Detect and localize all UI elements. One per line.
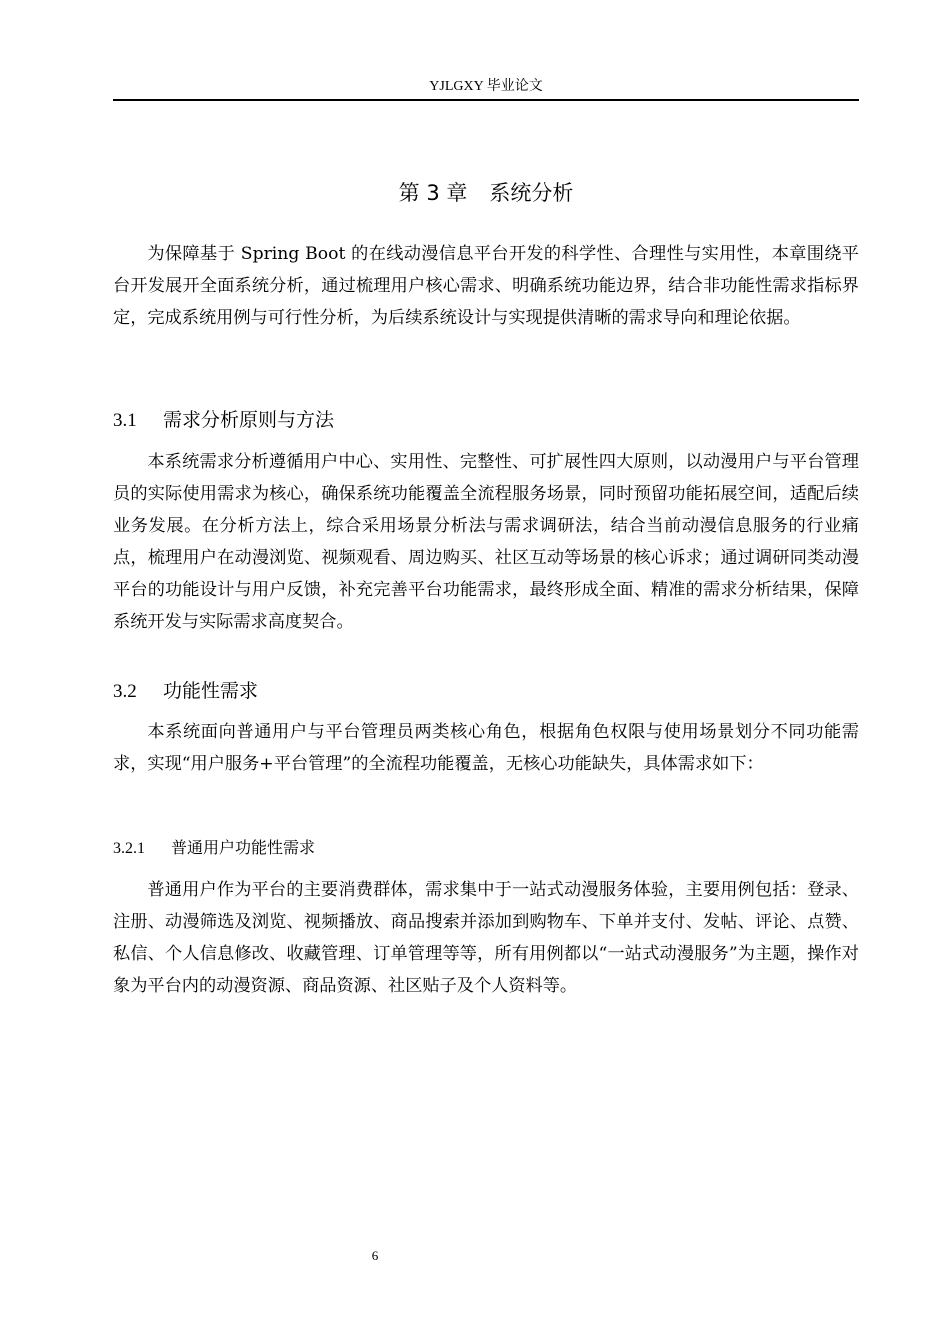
subsection-number: 3.2.1	[113, 840, 145, 857]
section-3-1-paragraph: 本系统需求分析遵循用户中心、实用性、完整性、可扩展性四大原则，以动漫用户与平台管理员的实际使用需求为核心，确保系统功能覆盖全流程服务场景，同时预留功能拓展空间，适配后续业务发展。在分析方法上，综合采用场景分析法与需求调研法，结合当前动漫信息服务的行业痛点，梳理用户在动漫浏览、视频观看、周边购买、社区互动等场景的核心诉求；通过调研同类动漫平台的功能设计与用户反馈，补充完善平台功能需求，最终形成全面、精准的需求分析结果，保障系统开发与实际需求高度契合。	[113, 452, 859, 632]
section-number: 3.2	[113, 681, 137, 702]
chapter-intro-paragraph: 为保障基于 Spring Boot 的在线动漫信息平台开发的科学性、合理性与实用性，本章围绕平台开发展开全面系统分析，通过梳理用户核心需求、明确系统功能边界，结合非功能性需求指标界定，完成系统用例与可行性分析，为后续系统设计与实现提供清晰的需求导向和理论依据。	[113, 244, 859, 328]
subsection-heading-3-2-1	[113, 836, 859, 861]
chapter-number: 第 3 章	[398, 181, 468, 205]
section-3-2-paragraph: 本系统面向普通用户与平台管理员两类核心角色，根据角色权限与使用场景划分不同功能需求，实现“用户服务+平台管理”的全流程功能覆盖，无核心功能缺失，具体需求如下：	[113, 722, 859, 774]
section-title: 功能性需求	[163, 680, 259, 702]
section-title: 需求分析原则与方法	[163, 409, 335, 431]
header-rule	[113, 99, 859, 101]
section-number: 3.1	[113, 410, 137, 431]
section-heading-3-2	[113, 677, 859, 706]
section-heading-3-1	[113, 406, 859, 435]
chapter-title	[113, 177, 859, 209]
chapter-name: 系统分析	[489, 181, 574, 205]
subsection-title: 普通用户功能性需求	[171, 838, 316, 857]
running-header: YJLGXY 毕业论文	[429, 79, 543, 94]
page-number: 6	[371, 1248, 379, 1263]
subsection-3-2-1-paragraph: 普通用户作为平台的主要消费群体，需求集中于一站式动漫服务体验，主要用例包括：登录、注册、动漫筛选及浏览、视频播放、商品搜索并添加到购物车、下单并支付、发帖、评论、点赞、私信、个人信息修改、收藏管理、订单管理等等，所有用例都以“一站式动漫服务”为主题，操作对象为平台内的动漫资源、商品资源、社区贴子及个人资料等。	[113, 880, 859, 996]
